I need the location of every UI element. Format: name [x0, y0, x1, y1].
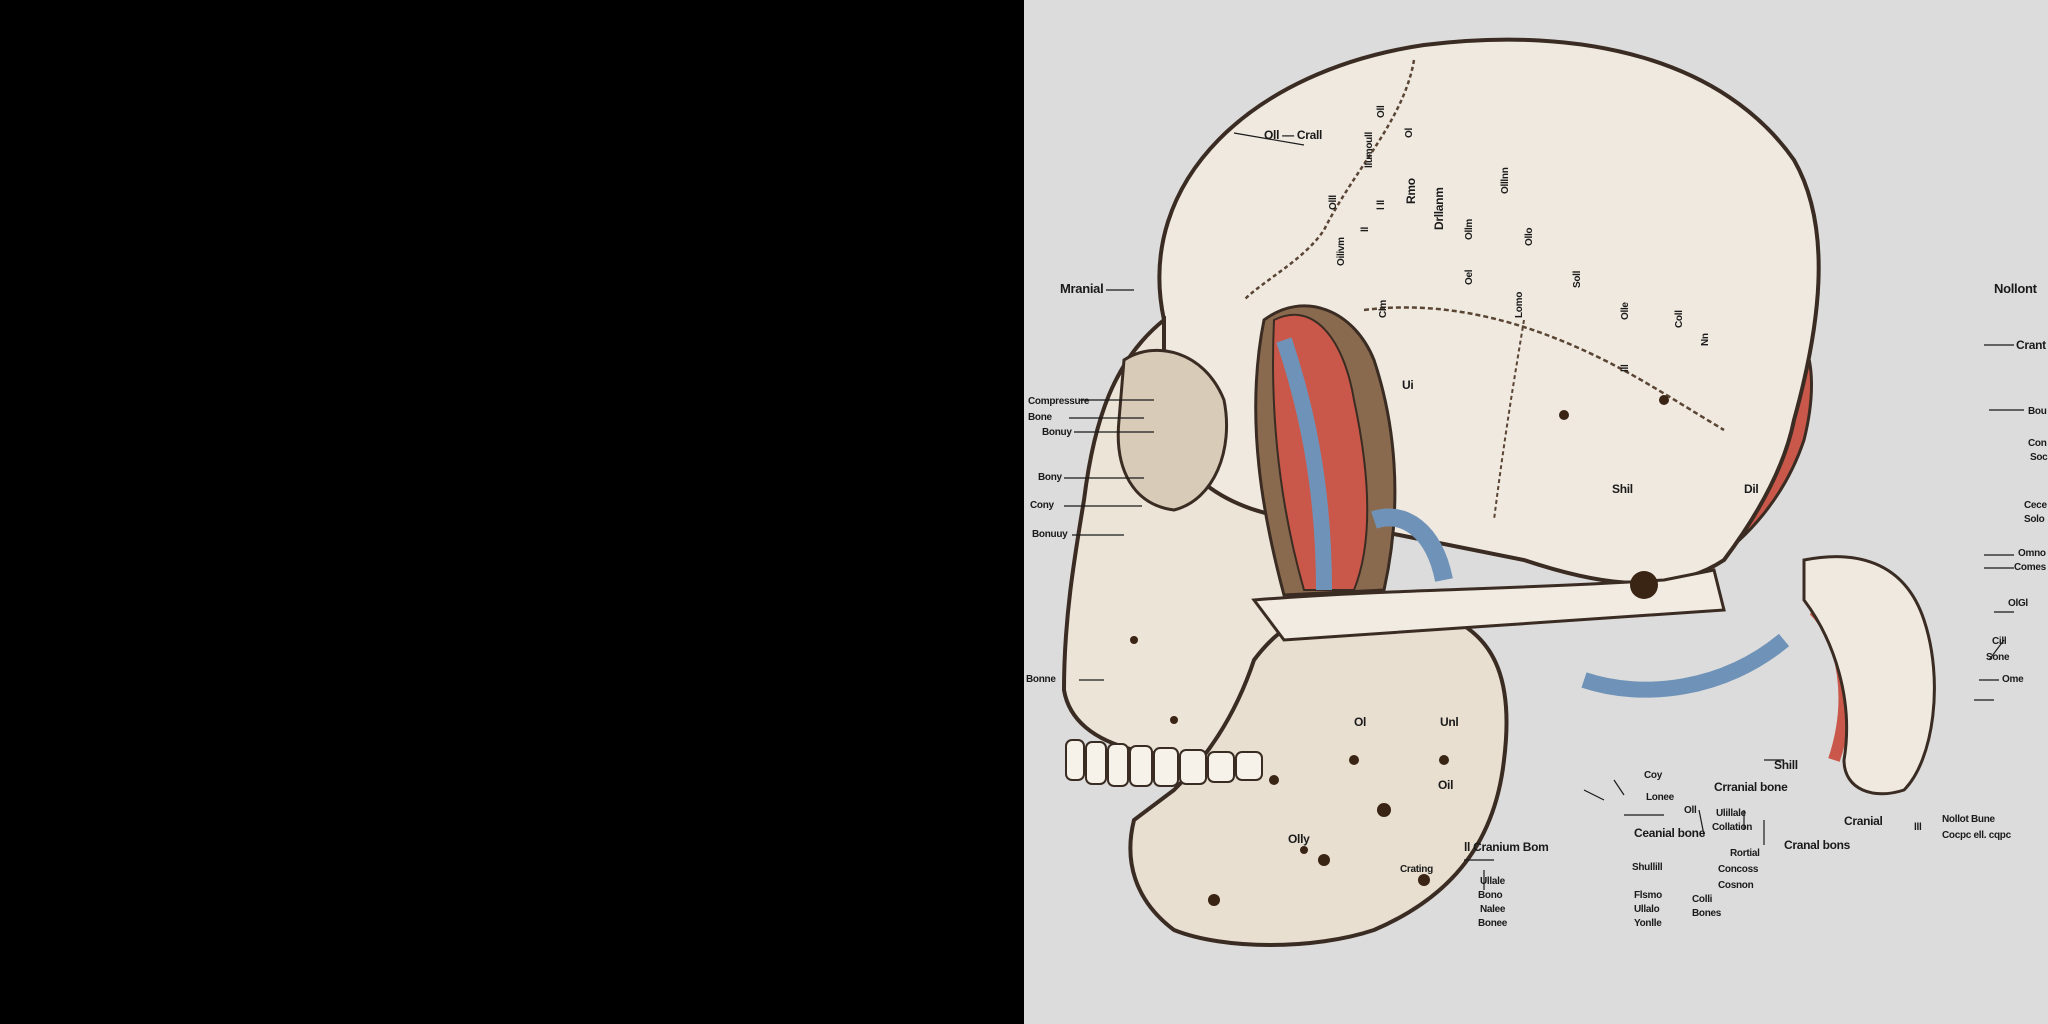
label-bonne: Bonne: [1026, 674, 1056, 685]
label-bone-a: Bone: [1028, 412, 1052, 423]
label-colli: Colli: [1692, 894, 1713, 905]
label-cranium-bom: ll Cranium Bom: [1464, 840, 1549, 854]
label-ullalo: Ullalo: [1634, 904, 1660, 915]
vlabel-clm: Clm: [1378, 300, 1389, 318]
vlabel-ollo: Ollo: [1524, 227, 1535, 246]
label-ullale: Ullale: [1480, 876, 1505, 887]
vlabel-drllanm: Drllanm: [1432, 187, 1446, 230]
label-soc: Soc: [2030, 452, 2048, 463]
vlabel-soll: Soll: [1572, 270, 1583, 288]
label-comes: Comes: [2014, 562, 2046, 573]
label-bones: Bones: [1692, 908, 1722, 919]
label-oil: Oil: [1438, 778, 1454, 792]
label-crranial-bone: Crranial bone: [1714, 780, 1788, 794]
label-bonuy: Bonuy: [1042, 427, 1072, 438]
label-solo: Solo: [2024, 514, 2045, 525]
label-cece: Cece: [2024, 500, 2047, 511]
label-shill-center: Shil: [1612, 482, 1633, 496]
label-oll: Oll: [1684, 805, 1697, 816]
vessel-blue-3: [1584, 640, 1784, 690]
label-ui: Ui: [1402, 378, 1414, 392]
label-dil: Dil: [1744, 482, 1759, 496]
label-rortial: Rortial: [1730, 848, 1760, 859]
label-omno: Omno: [2018, 548, 2046, 559]
label-cranial-right: Cranial: [1844, 814, 1883, 828]
vlabel-l-ll: l ll: [1376, 200, 1387, 210]
label-bou: Bou: [2028, 406, 2047, 417]
label-compressure: Compressure: [1028, 396, 1090, 407]
label-flsmo: Flsmo: [1634, 890, 1662, 901]
label-cosnon: Cosnon: [1718, 880, 1754, 891]
vlabel-nn: Nn: [1700, 333, 1711, 346]
vlabel-ll: ll: [1360, 227, 1371, 232]
vlabel-coll: Coll: [1674, 310, 1685, 328]
vlabel-lll: lll: [1620, 364, 1631, 372]
label-bony: Bony: [1038, 472, 1062, 483]
vlabel-olll: Olll: [1328, 195, 1339, 210]
label-ulillale: Ulillale: [1716, 808, 1746, 819]
vlabel-oel: Oel: [1464, 269, 1475, 285]
label-crant: Crant: [2016, 338, 2046, 352]
label-unl: Unl: [1440, 715, 1459, 729]
vlabel-ollm: Ollm: [1464, 218, 1475, 240]
vlabel-oilivm: Oilivm: [1336, 237, 1347, 266]
vlabel-ol: Ol: [1404, 128, 1415, 138]
label-nollont: Nollont: [1994, 281, 2037, 296]
label-coy: Coy: [1644, 770, 1662, 781]
label-collation: Collation: [1712, 822, 1753, 833]
vlabel-llumoull: llumoull: [1364, 132, 1375, 168]
label-cranal-bons: Cranal bons: [1784, 838, 1851, 852]
label-ol: Ol: [1354, 715, 1367, 729]
label-mranial: Mranial: [1060, 281, 1104, 296]
orbit: [1118, 350, 1226, 510]
label-olly: Olly: [1288, 832, 1310, 846]
label-shill: Shill: [1774, 758, 1798, 772]
label-con: Con: [2028, 438, 2047, 449]
label-cocpc: Cocpc ell. cqpc: [1942, 830, 2011, 841]
label-yonlle: Yonlle: [1634, 918, 1662, 929]
label-nollot-bune: Nollot Bune: [1942, 814, 1995, 825]
label-bono: Bono: [1478, 890, 1503, 901]
label-sone: Sone: [1986, 652, 2010, 663]
cranium: [1159, 40, 1818, 583]
skull-illustration-panel: [1024, 0, 2048, 1024]
label-concoss: Concoss: [1718, 864, 1759, 875]
label-nalee: Nalee: [1480, 904, 1506, 915]
label-shullill: Shullill: [1632, 862, 1663, 873]
vlabel-olllnn: Olllnn: [1500, 167, 1511, 194]
label-crating: Crating: [1400, 864, 1433, 875]
label-bonee: Bonee: [1478, 918, 1508, 929]
label-lonee: Lonee: [1646, 792, 1674, 803]
label-cill: Cill: [1992, 636, 2007, 647]
label-ceanial-bone: Ceanial bone: [1634, 826, 1706, 840]
vlabel-rmo: Rmo: [1404, 178, 1418, 204]
label-oll-crall: Oll — Crall: [1264, 128, 1323, 142]
skull-illustration: [1024, 0, 2048, 1024]
label-ome: Ome: [2002, 674, 2024, 685]
mastoid-process: [1804, 557, 1934, 794]
label-lll: lll: [1914, 822, 1922, 833]
label-bonuuy: Bonuuy: [1032, 529, 1068, 540]
vlabel-olle: Olle: [1620, 302, 1631, 320]
label-cony: Cony: [1030, 500, 1054, 511]
label-olgi: OlGl: [2008, 598, 2028, 609]
vlabel-lomo: Lomo: [1514, 291, 1525, 318]
vlabel-oll: Oll: [1376, 105, 1387, 118]
